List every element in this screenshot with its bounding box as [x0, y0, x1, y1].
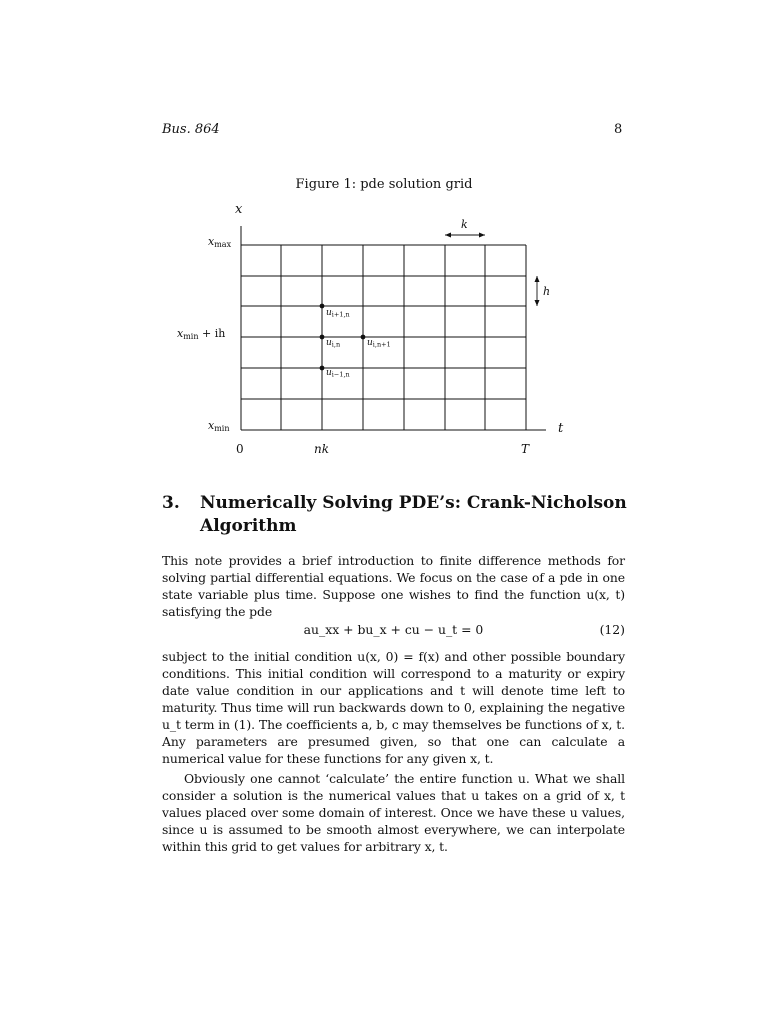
paragraph-2: subject to the initial condition u(x, 0) = f(x) and other possible boundary conditions. This initial condition will correspond to a maturity or expiry date value condition in our applications and t will denote time left to maturity. Thus time will run backwards down to 0, explaining the negative u_t term in (1). The coefficients a, b, c may themselves be functions of x, t. Any parameters are presumed given, so that one can calculate a numerical value for these functions for any given x, t. — [162, 649, 625, 766]
k-label: k — [461, 218, 468, 231]
node-center — [320, 335, 325, 340]
k-spacing-arrow — [445, 233, 485, 238]
xmax-label: xmax — [208, 235, 232, 249]
nk-tick-label: nk — [314, 442, 329, 456]
node-upper — [320, 304, 325, 309]
xmin-ih-label: xmin + ih — [177, 327, 226, 341]
equation-number: (12) — [599, 622, 625, 637]
node-lower — [320, 366, 325, 371]
node-lower-label: ui−1,n — [326, 368, 350, 379]
equation-body: au_xx + bu_x + cu − u_t = 0 — [303, 622, 484, 637]
h-label: h — [543, 285, 551, 298]
xmin-label: xmin — [208, 419, 230, 433]
section-number: 3. — [162, 493, 180, 513]
paragraph-1: This note provides a brief introduction to finite difference methods for solving partial differential equations. We focus on the case of a pde in one state variable plus time. Suppose one wishes to find the function u(x, t) satisfying the pde — [162, 553, 625, 619]
solution-grid — [241, 245, 526, 430]
h-spacing-arrow — [535, 276, 540, 306]
axis-x-label: x — [235, 202, 243, 217]
node-upper-label: ui+1,n — [326, 308, 350, 319]
T-tick-label: T — [521, 442, 530, 456]
page-number: 8 — [614, 122, 623, 137]
zero-tick-label: 0 — [236, 442, 244, 456]
node-right — [361, 335, 366, 340]
section-title: Numerically Solving PDE’s: Crank-Nicholson Algorithm — [200, 493, 627, 536]
pde-grid-figure — [0, 0, 768, 470]
running-header: Bus. 864 — [162, 122, 220, 137]
node-center-label: ui,n — [326, 338, 341, 349]
node-right-label: ui,n+1 — [367, 338, 391, 349]
axis-t-label: t — [558, 421, 564, 436]
paragraph-3: Obviously one cannot ‘calculate’ the entire function u. What we shall consider a solution is the numerical values that u takes on a grid of x, t values placed over some domain of interest. Once we have these u values, since u is assumed to be smooth almost everywhere, we can interpolate within this grid to get values for arbitrary x, t. — [162, 771, 625, 854]
figure-caption: Figure 1: pde solution grid — [295, 177, 473, 192]
